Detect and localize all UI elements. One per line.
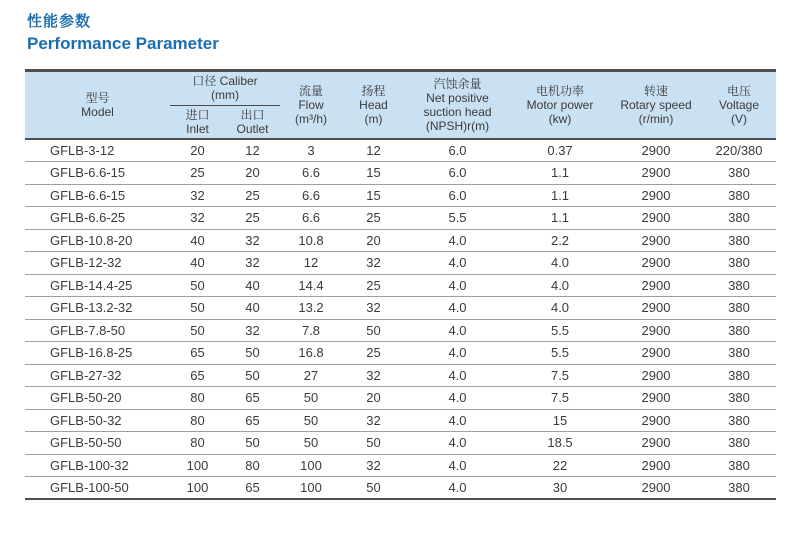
cell-flow: 6.6	[280, 207, 342, 230]
cell-rotary-speed: 2900	[610, 184, 702, 207]
table-row	[25, 229, 776, 252]
cell-voltage: 380	[702, 229, 776, 252]
cell-inlet: 100	[170, 477, 225, 500]
cell-motor-power: 18.5	[510, 432, 610, 455]
cell-model: GFLB-6.6-25	[25, 207, 170, 230]
page-title-en: Performance Parameter	[27, 34, 219, 53]
page-header	[27, 10, 219, 54]
cell-outlet: 40	[225, 297, 280, 320]
cell-flow: 12	[280, 252, 342, 275]
table-row	[25, 207, 776, 230]
cell-flow: 13.2	[280, 297, 342, 320]
col-header-motor-power	[510, 71, 610, 140]
cell-inlet: 32	[170, 207, 225, 230]
cell-npsh: 4.0	[405, 454, 510, 477]
cell-outlet: 32	[225, 229, 280, 252]
cell-rotary-speed: 2900	[610, 364, 702, 387]
cell-rotary-speed: 2900	[610, 319, 702, 342]
cell-motor-power: 5.5	[510, 319, 610, 342]
col-header-rotary-speed	[610, 71, 702, 140]
cell-inlet: 50	[170, 319, 225, 342]
cell-npsh: 6.0	[405, 139, 510, 162]
cell-npsh: 4.0	[405, 364, 510, 387]
cell-head: 12	[342, 139, 405, 162]
cell-rotary-speed: 2900	[610, 477, 702, 500]
cell-motor-power: 1.1	[510, 207, 610, 230]
cell-head: 32	[342, 252, 405, 275]
cell-inlet: 65	[170, 342, 225, 365]
cell-model: GFLB-50-20	[25, 387, 170, 410]
cell-inlet: 100	[170, 454, 225, 477]
cell-motor-power: 4.0	[510, 252, 610, 275]
col-header-head	[342, 71, 405, 140]
cell-rotary-speed: 2900	[610, 139, 702, 162]
cell-rotary-speed: 2900	[610, 432, 702, 455]
cell-flow: 16.8	[280, 342, 342, 365]
cell-model: GFLB-16.8-25	[25, 342, 170, 365]
cell-motor-power: 1.1	[510, 162, 610, 185]
table-row	[25, 342, 776, 365]
col-header-outlet	[225, 106, 280, 140]
table-row	[25, 364, 776, 387]
table-row	[25, 454, 776, 477]
cell-voltage: 380	[702, 319, 776, 342]
cell-rotary-speed: 2900	[610, 297, 702, 320]
cell-flow: 10.8	[280, 229, 342, 252]
table-row	[25, 184, 776, 207]
cell-npsh: 4.0	[405, 387, 510, 410]
cell-head: 20	[342, 387, 405, 410]
cell-voltage: 380	[702, 387, 776, 410]
cell-outlet: 50	[225, 364, 280, 387]
col-header-caliber-unit: (mm)	[211, 88, 239, 102]
cell-inlet: 80	[170, 387, 225, 410]
cell-rotary-speed: 2900	[610, 229, 702, 252]
cell-outlet: 65	[225, 477, 280, 500]
cell-voltage: 380	[702, 162, 776, 185]
cell-rotary-speed: 2900	[610, 207, 702, 230]
cell-rotary-speed: 2900	[610, 454, 702, 477]
cell-voltage: 380	[702, 409, 776, 432]
cell-model: GFLB-6.6-15	[25, 184, 170, 207]
col-header-flow-en: Flow	[298, 98, 324, 112]
cell-npsh: 4.0	[405, 229, 510, 252]
col-header-voltage-zh: 电压	[727, 84, 752, 98]
cell-model: GFLB-50-32	[25, 409, 170, 432]
cell-model: GFLB-13.2-32	[25, 297, 170, 320]
col-header-npsh-unit: (NPSH)r(m)	[425, 119, 490, 133]
table-row	[25, 432, 776, 455]
cell-outlet: 25	[225, 184, 280, 207]
cell-motor-power: 7.5	[510, 364, 610, 387]
table-header	[25, 71, 776, 140]
cell-head: 50	[342, 432, 405, 455]
table-row	[25, 297, 776, 320]
cell-head: 25	[342, 207, 405, 230]
cell-outlet: 80	[225, 454, 280, 477]
cell-motor-power: 30	[510, 477, 610, 500]
cell-flow: 14.4	[280, 274, 342, 297]
cell-flow: 100	[280, 454, 342, 477]
cell-model: GFLB-14.4-25	[25, 274, 170, 297]
cell-npsh: 4.0	[405, 477, 510, 500]
table-row	[25, 319, 776, 342]
cell-inlet: 32	[170, 184, 225, 207]
cell-motor-power: 4.0	[510, 274, 610, 297]
col-header-flow	[280, 71, 342, 140]
cell-npsh: 4.0	[405, 342, 510, 365]
col-header-caliber-group	[170, 71, 280, 106]
cell-head: 15	[342, 184, 405, 207]
cell-head: 15	[342, 162, 405, 185]
cell-npsh: 6.0	[405, 184, 510, 207]
table-row	[25, 409, 776, 432]
cell-head: 25	[342, 342, 405, 365]
col-header-model	[25, 71, 170, 140]
cell-voltage: 380	[702, 252, 776, 275]
cell-rotary-speed: 2900	[610, 387, 702, 410]
col-header-head-en: Head	[359, 98, 388, 112]
col-header-model-en: Model	[81, 105, 114, 119]
cell-npsh: 4.0	[405, 297, 510, 320]
col-header-flow-unit: (m³/h)	[295, 112, 328, 126]
col-header-motor-en: Motor power	[526, 98, 594, 112]
cell-motor-power: 4.0	[510, 297, 610, 320]
cell-outlet: 50	[225, 432, 280, 455]
cell-npsh: 4.0	[405, 409, 510, 432]
cell-npsh: 4.0	[405, 274, 510, 297]
cell-npsh: 4.0	[405, 252, 510, 275]
cell-outlet: 20	[225, 162, 280, 185]
cell-model: GFLB-3-12	[25, 139, 170, 162]
page-title-zh: 性能参数	[27, 13, 92, 30]
col-header-outlet-en: Outlet	[236, 122, 269, 136]
cell-head: 50	[342, 319, 405, 342]
cell-inlet: 80	[170, 432, 225, 455]
cell-voltage: 380	[702, 432, 776, 455]
cell-motor-power: 22	[510, 454, 610, 477]
cell-motor-power: 0.37	[510, 139, 610, 162]
cell-npsh: 4.0	[405, 432, 510, 455]
table-row	[25, 252, 776, 275]
cell-rotary-speed: 2900	[610, 274, 702, 297]
cell-outlet: 32	[225, 319, 280, 342]
col-header-inlet-en: Inlet	[186, 122, 209, 136]
col-header-voltage	[702, 71, 776, 140]
cell-rotary-speed: 2900	[610, 162, 702, 185]
col-header-head-zh: 扬程	[361, 84, 386, 98]
performance-table	[25, 69, 776, 500]
col-header-inlet-zh: 进口	[185, 108, 210, 122]
cell-voltage: 380	[702, 207, 776, 230]
col-header-head-unit: (m)	[364, 112, 383, 126]
cell-inlet: 25	[170, 162, 225, 185]
col-header-motor-zh: 电机功率	[536, 84, 585, 98]
table-row	[25, 274, 776, 297]
cell-flow: 7.8	[280, 319, 342, 342]
cell-model: GFLB-100-32	[25, 454, 170, 477]
col-header-speed-en: Rotary speed	[620, 98, 692, 112]
col-header-npsh-en2: suction head	[423, 105, 492, 119]
cell-head: 25	[342, 274, 405, 297]
cell-voltage: 380	[702, 184, 776, 207]
cell-flow: 50	[280, 387, 342, 410]
table-row	[25, 139, 776, 162]
col-header-flow-zh: 流量	[299, 84, 324, 98]
cell-outlet: 40	[225, 274, 280, 297]
cell-rotary-speed: 2900	[610, 409, 702, 432]
cell-inlet: 80	[170, 409, 225, 432]
cell-model: GFLB-7.8-50	[25, 319, 170, 342]
col-header-outlet-zh: 出口	[240, 108, 265, 122]
col-header-voltage-unit: (V)	[731, 112, 748, 126]
col-header-speed-zh: 转速	[644, 84, 669, 98]
cell-rotary-speed: 2900	[610, 252, 702, 275]
cell-motor-power: 15	[510, 409, 610, 432]
cell-voltage: 380	[702, 297, 776, 320]
cell-inlet: 20	[170, 139, 225, 162]
cell-outlet: 32	[225, 252, 280, 275]
col-header-npsh-en1: Net positive	[426, 91, 489, 105]
cell-voltage: 380	[702, 364, 776, 387]
cell-outlet: 50	[225, 342, 280, 365]
cell-model: GFLB-12-32	[25, 252, 170, 275]
cell-head: 20	[342, 229, 405, 252]
cell-flow: 3	[280, 139, 342, 162]
col-header-motor-unit: (kw)	[548, 112, 572, 126]
cell-voltage: 380	[702, 274, 776, 297]
col-header-caliber-zh: 口径 Caliber	[192, 74, 258, 88]
cell-head: 32	[342, 409, 405, 432]
cell-inlet: 50	[170, 274, 225, 297]
table-body	[25, 139, 776, 499]
col-header-voltage-en: Voltage	[718, 98, 760, 112]
cell-flow: 100	[280, 477, 342, 500]
cell-model: GFLB-100-50	[25, 477, 170, 500]
cell-outlet: 65	[225, 409, 280, 432]
cell-motor-power: 2.2	[510, 229, 610, 252]
cell-model: GFLB-50-50	[25, 432, 170, 455]
col-header-inlet	[170, 106, 225, 140]
cell-voltage: 220/380	[702, 139, 776, 162]
cell-head: 32	[342, 297, 405, 320]
cell-inlet: 65	[170, 364, 225, 387]
cell-inlet: 50	[170, 297, 225, 320]
col-header-speed-unit: (r/min)	[638, 112, 674, 126]
cell-flow: 6.6	[280, 162, 342, 185]
cell-motor-power: 5.5	[510, 342, 610, 365]
table-row	[25, 477, 776, 500]
cell-voltage: 380	[702, 454, 776, 477]
cell-flow: 27	[280, 364, 342, 387]
cell-rotary-speed: 2900	[610, 342, 702, 365]
col-header-model-zh: 型号	[85, 91, 110, 105]
cell-flow: 6.6	[280, 184, 342, 207]
cell-head: 50	[342, 477, 405, 500]
cell-motor-power: 7.5	[510, 387, 610, 410]
table-row	[25, 162, 776, 185]
cell-outlet: 25	[225, 207, 280, 230]
cell-voltage: 380	[702, 477, 776, 500]
cell-voltage: 380	[702, 342, 776, 365]
cell-outlet: 12	[225, 139, 280, 162]
cell-head: 32	[342, 364, 405, 387]
cell-head: 32	[342, 454, 405, 477]
cell-flow: 50	[280, 432, 342, 455]
cell-npsh: 5.5	[405, 207, 510, 230]
col-header-npsh	[405, 71, 510, 140]
cell-outlet: 65	[225, 387, 280, 410]
cell-model: GFLB-27-32	[25, 364, 170, 387]
cell-inlet: 40	[170, 229, 225, 252]
col-header-npsh-zh: 汽蚀余量	[433, 77, 482, 91]
cell-flow: 50	[280, 409, 342, 432]
cell-model: GFLB-10.8-20	[25, 229, 170, 252]
cell-npsh: 6.0	[405, 162, 510, 185]
cell-inlet: 40	[170, 252, 225, 275]
table-row	[25, 387, 776, 410]
cell-motor-power: 1.1	[510, 184, 610, 207]
cell-model: GFLB-6.6-15	[25, 162, 170, 185]
cell-npsh: 4.0	[405, 319, 510, 342]
